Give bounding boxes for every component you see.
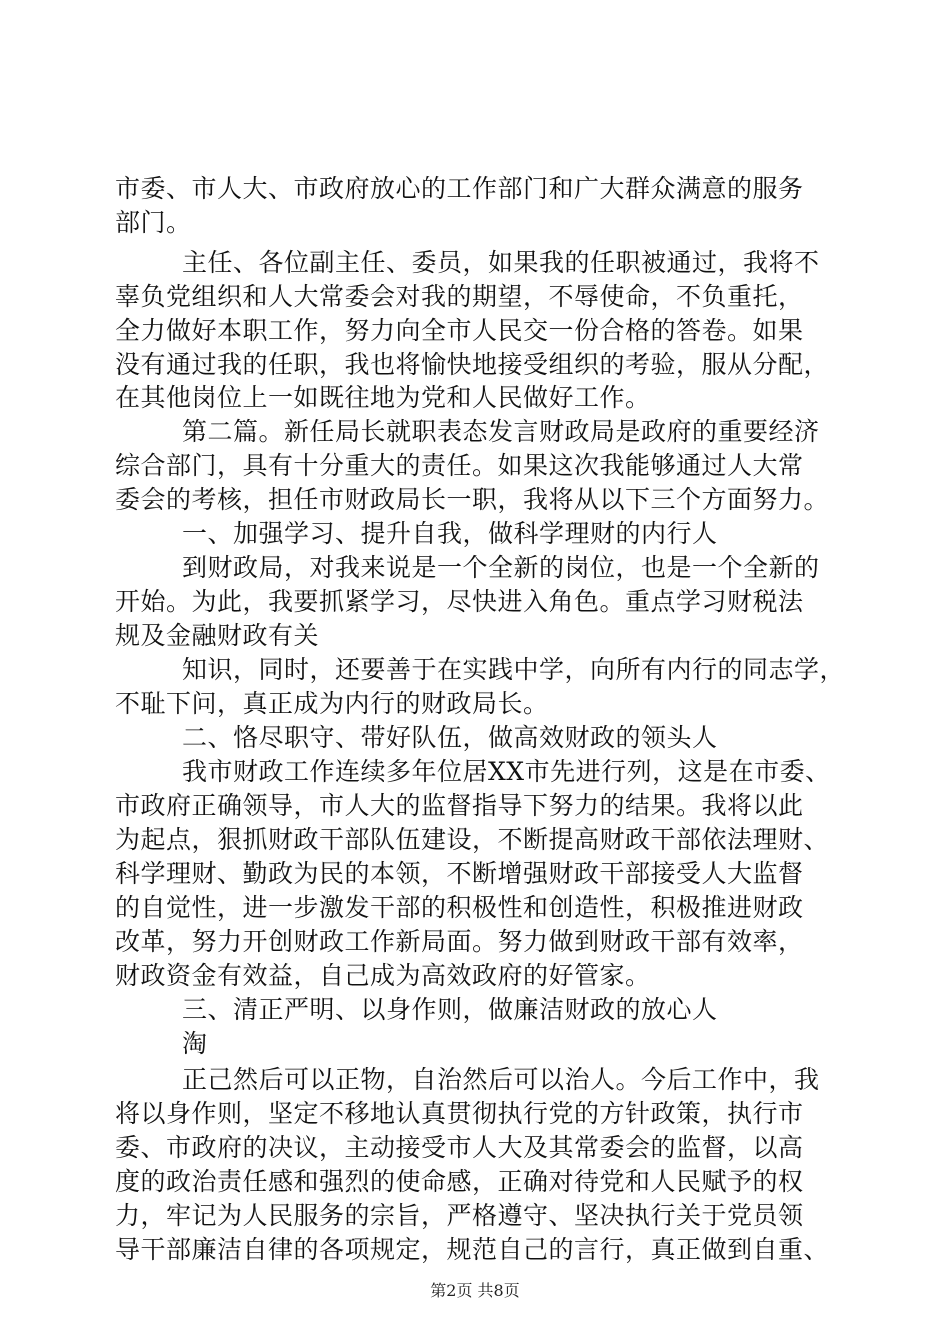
text-line: 度的政治责任感和强烈的使命感，正确对待党和人民赋予的权 xyxy=(115,1167,804,1196)
text-line: 委、市政府的决议，主动接受市人大及其常委会的监督，以高 xyxy=(115,1133,804,1162)
text-line: 不耻下问，真正成为内行的财政局长。 xyxy=(115,689,549,718)
text-line: 将以身作则，坚定不移地认真贯彻执行党的方针政策，执行市 xyxy=(115,1099,804,1128)
section-heading: 三、清正严明、以身作则，做廉洁财政的放心人 xyxy=(182,995,718,1024)
text-line: 市政府正确领导，市人大的监督指导下努力的结果。我将以此 xyxy=(115,791,804,820)
text-line: 的自觉性，进一步激发干部的积极性和创造性，积极推进财政 xyxy=(115,893,804,922)
text-line: 财政资金有效益，自己成为高效政府的好管家。 xyxy=(115,961,651,990)
text-line: 没有通过我的任职，我也将愉快地接受组织的考验，服从分配， xyxy=(115,350,830,379)
text-line: 我市财政工作连续多年位居XX市先进行列，这是在市委、 xyxy=(182,757,831,786)
text-line: 辜负党组织和人大常委会对我的期望，不辱使命，不负重托， xyxy=(115,282,804,311)
text-line: 全力做好本职工作，努力向全市人民交一份合格的答卷。如果 xyxy=(115,316,804,345)
text-line: 力，牢记为人民服务的宗旨，严格遵守、坚决执行关于党员领 xyxy=(115,1201,804,1230)
text-line: 导干部廉洁自律的各项规定，规范自己的言行，真正做到自重、 xyxy=(115,1235,830,1264)
text-line: 规及金融财政有关 xyxy=(115,621,320,650)
section-heading: 二、恪尽职守、带好队伍，做高效财政的领头人 xyxy=(182,723,718,752)
text-line: 淘 xyxy=(182,1029,208,1058)
section-heading: 一、加强学习、提升自我，做科学理财的内行人 xyxy=(182,519,718,548)
text-line: 在其他岗位上一如既往地为党和人民做好工作。 xyxy=(115,383,651,412)
text-line: 改革，努力开创财政工作新局面。努力做到财政干部有效率， xyxy=(115,927,804,956)
text-line: 市委、市人大、市政府放心的工作部门和广大群众满意的服务 xyxy=(115,174,804,203)
text-line: 正己然后可以正物，自治然后可以治人。今后工作中，我 xyxy=(182,1065,820,1094)
text-line: 开始。为此，我要抓紧学习，尽快进入角色。重点学习财税法 xyxy=(115,587,804,616)
page-number-footer: 第2页 共8页 xyxy=(430,1281,520,1300)
text-line: 为起点，狠抓财政干部队伍建设，不断提高财政干部依法理财、 xyxy=(115,825,830,854)
text-line: 综合部门，具有十分重大的责任。如果这次我能够通过人大常 xyxy=(115,451,804,480)
text-line: 委会的考核，担任市财政局长一职，我将从以下三个方面努力。 xyxy=(115,485,830,514)
text-line: 部门。 xyxy=(115,208,192,237)
text-line: 主任、各位副主任、委员，如果我的任职被通过，我将不 xyxy=(182,248,820,277)
text-line: 科学理财、勤政为民的本领，不断增强财政干部接受人大监督 xyxy=(115,859,804,888)
text-line: 知识，同时，还要善于在实践中学，向所有内行的同志学， xyxy=(182,655,846,684)
text-line: 第二篇。新任局长就职表态发言财政局是政府的重要经济 xyxy=(182,417,820,446)
text-line: 到财政局，对我来说是一个全新的岗位，也是一个全新的 xyxy=(182,553,820,582)
